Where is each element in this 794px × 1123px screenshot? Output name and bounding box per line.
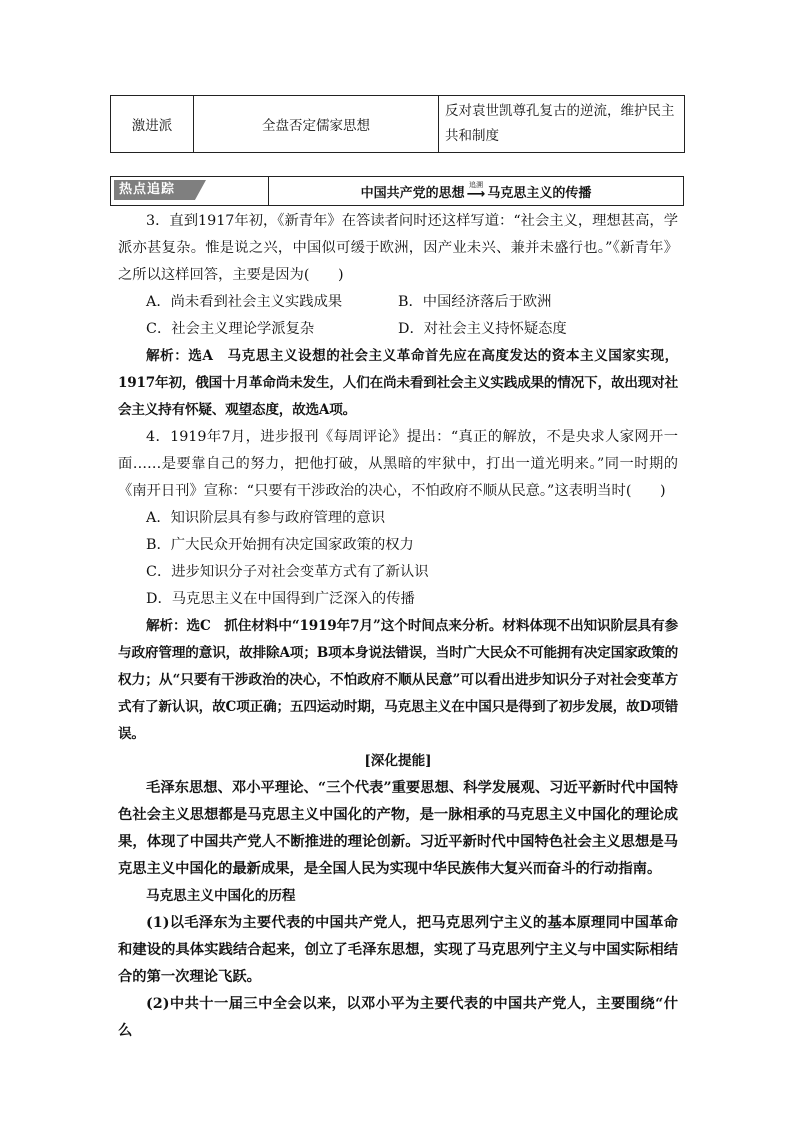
hotspot-banner <box>110 176 684 206</box>
hotspot-tag <box>111 177 269 205</box>
table-cell-stance: 全盘否定儒家思想 <box>194 96 439 153</box>
hotspot-title <box>269 177 683 205</box>
question-4-stem: 4．1919年7月，进步报刊《每周评论》提出：“真正的解放，不是央求人家网开一面……是要靠自己的努力，把他打破，从黑暗的牢狱中，打出一道光明来。”同一时期的《南开日刊》宣称：“只要有干涉政治的决心，不怕政府不顺从民意。”这表明当时( ) <box>118 429 678 499</box>
question-3-analysis: 解析：选A 马克思主义设想的社会主义革命首先应在高度发达的资本主义国家实现，1917年初，俄国十月革命尚未发生，人们在尚未看到社会主义实践成果的情况下，故出现对社会主义持有怀疑、观望态度，故选A项。 <box>118 348 678 418</box>
table-cell-purpose: 反对袁世凯尊孔复古的逆流，维护民主共和制度 <box>439 96 685 153</box>
table-row <box>111 96 685 153</box>
comparison-table <box>110 95 685 153</box>
question-3-option-a: A．尚未看到社会主义实践成果 <box>146 294 343 310</box>
deepen-item-1: (1)以毛泽东为主要代表的中国共产党人，把马克思列宁主义的基本原理同中国革命和建设的具体实践结合起来，创立了毛泽东思想，实现了马克思列宁主义与中国实际相结合的第一次理论飞跃。 <box>118 915 678 985</box>
question-3-options-row-2 <box>118 316 678 343</box>
long-right-arrow-icon: ⟶ <box>466 187 486 202</box>
body-text <box>118 208 678 1045</box>
hotspot-title-right: 马克思主义的传播 <box>487 185 592 201</box>
question-3-stem: 3．直到1917年初，《新青年》在答读者问时还这样写道：“社会主义，理想甚高，学派亦甚复杂。惟是说之兴，中国似可缓于欧洲，因产业未兴、兼并未盛行也。”《新青年》之所以这样回答，主要是因为( ) <box>118 213 678 283</box>
hotspot-title-left: 中国共产党的思想 <box>360 185 465 201</box>
question-4-option-b: B．广大民众开始拥有决定国家政策的权力 <box>146 537 414 553</box>
question-3-option-c: C．社会主义理论学派复杂 <box>146 321 315 337</box>
question-4-option-c: C．进步知识分子对社会变革方式有了新认识 <box>146 564 429 580</box>
question-4-analysis: 解析：选C 抓住材料中“1919年7月”这个时间点来分析。材料体现不出知识阶层具有参与政府管理的意识，故排除A项；B项本身说法错误，当时广大民众不可能拥有决定国家政策的权力；从“只要有干涉政治的决心，不怕政府不顺从民意”可以看出进步知识分子对社会变革方式有了新认识，故C项正确；五四运动时期，马克思主义在中国只是得到了初步发展，故D项错误。 <box>118 618 678 742</box>
table-cell-faction: 激进派 <box>111 96 194 153</box>
deepen-paragraph: 毛泽东思想、邓小平理论、“三个代表”重要思想、科学发展观、习近平新时代中国特色社会主义思想都是马克思主义中国化的产物，是一脉相承的马克思主义中国化的理论成果，体现了中国共产党人不断推进的理论创新。习近平新时代中国特色社会主义思想是马克思主义中国化的最新成果，是全国人民为实现中华民族伟大复兴而奋斗的行动指南。 <box>118 780 678 877</box>
question-4-option-d: D．马克思主义在中国得到广泛深入的传播 <box>146 591 415 607</box>
deepen-heading: [深化提能] <box>364 753 432 769</box>
question-3-option-d: D．对社会主义持怀疑态度 <box>398 321 567 337</box>
trace-arrow-label: 追溯 <box>468 181 483 189</box>
hotspot-tag-label: 热点追踪 <box>119 182 176 197</box>
deepen-item-2: (2)中共十一届三中全会以来，以邓小平为主要代表的中国共产党人，主要围绕“什么 <box>118 996 678 1039</box>
deepen-subheading: 马克思主义中国化的历程 <box>146 888 296 904</box>
question-3-options-row-1 <box>118 289 678 316</box>
question-3-option-b: B．中国经济落后于欧洲 <box>398 294 552 310</box>
question-4-option-a: A．知识阶层具有参与政府管理的意识 <box>146 510 386 526</box>
trace-arrow <box>467 182 486 200</box>
